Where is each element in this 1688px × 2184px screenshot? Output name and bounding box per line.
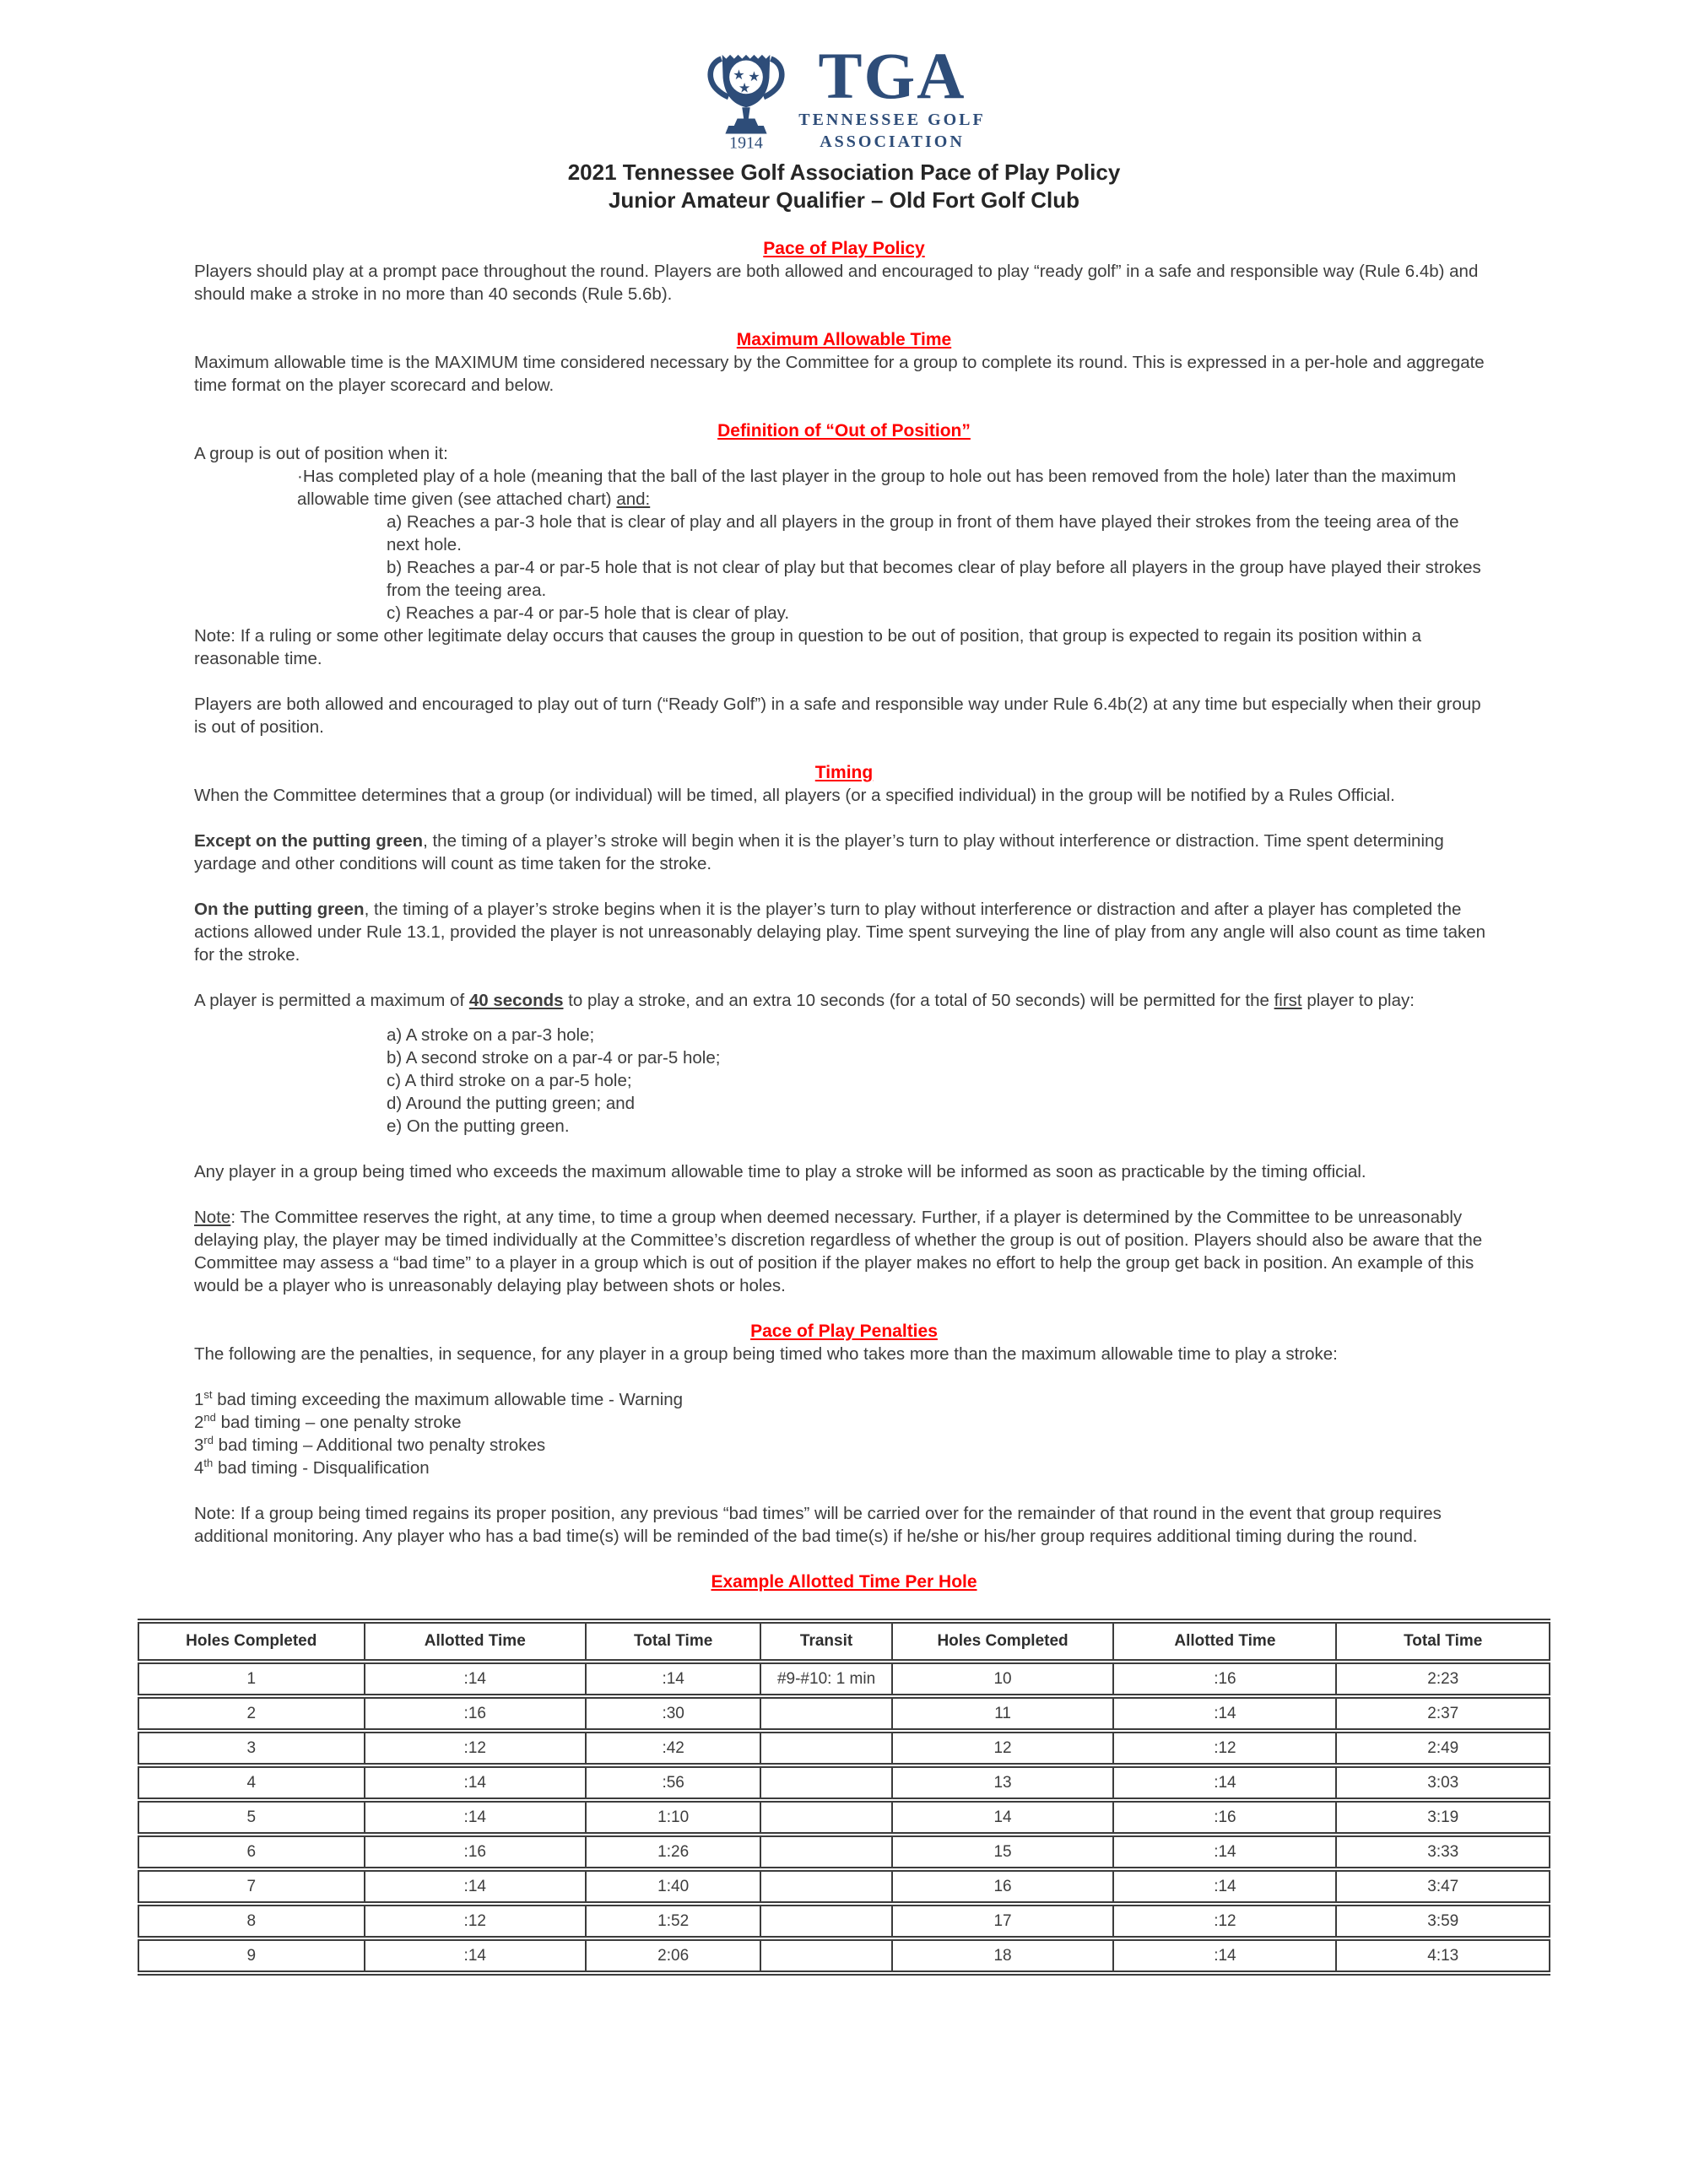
table-cell: 3:33 [1336,1835,1550,1869]
table-cell: 11 [892,1696,1114,1731]
section-heading: Definition of “Out of Position” [717,421,971,441]
table-header-cell: Transit [760,1621,891,1662]
svg-text:★: ★ [733,67,745,84]
table-header-cell: Total Time [586,1621,760,1662]
paragraph: a) Reaches a par-3 hole that is clear of play and all players in the group in front of them have played their strokes from the teeing area of the next hole. [387,512,1459,554]
paragraph: 2nd bad timing – one penalty stroke [194,1411,462,1432]
logo-org-line1: TENNESSEE GOLF [798,111,986,129]
allotted-time-table-section [138,1619,1550,1976]
section-heading: Pace of Play Policy [763,239,925,258]
table-cell [760,1731,891,1765]
table-cell: 15 [892,1835,1114,1869]
table-cell [760,1696,891,1731]
svg-text:★: ★ [748,68,760,85]
table-cell: 10 [892,1662,1114,1696]
paragraph: A group is out of position when it: [194,444,448,463]
table-cell: 7 [138,1869,365,1904]
table-cell: 2:23 [1336,1662,1550,1696]
paragraph: d) Around the putting green; and [387,1094,636,1113]
table-cell: :12 [1113,1731,1336,1765]
table-cell: :14 [1113,1765,1336,1800]
table-row [138,1662,1550,1696]
table-cell: 3:47 [1336,1869,1550,1904]
table-cell [760,1835,891,1869]
paragraph: The following are the penalties, in sequence, for any player in a group being timed who takes more than the maximum allowable time to play a stroke: [194,1344,1338,1364]
table-cell: :14 [1113,1869,1336,1904]
paragraph: ·Has completed play of a hole (meaning that the ball of the last player in the group to hole out has been removed from the hole) later than the maximum allowable time given (see attached chart) and: [297,467,1457,509]
document-body [0,237,1688,1593]
table-cell: :14 [365,1800,587,1835]
table-cell: 12 [892,1731,1114,1765]
table-row [138,1869,1550,1904]
table-cell: :16 [365,1696,587,1731]
table-cell: :14 [365,1938,587,1973]
paragraph: b) A second stroke on a par-4 or par-5 hole; [387,1048,721,1068]
logo-text [798,39,986,152]
section-heading: Pace of Play Penalties [750,1322,938,1341]
paragraph: A player is permitted a maximum of 40 seconds to play a stroke, and an extra 10 seconds (for a total of 50 seconds) will be permitted for the first player to play: [194,991,1415,1010]
table-cell: :14 [365,1869,587,1904]
table-row [138,1938,1550,1973]
table-cell: :14 [365,1765,587,1800]
paragraph: 1st bad timing exceeding the maximum allowable time - Warning [194,1388,684,1409]
table-header-row [138,1621,1550,1662]
table-cell: :14 [1113,1938,1336,1973]
table-cell: :14 [365,1662,587,1696]
table-cell: 13 [892,1765,1114,1800]
table-cell [760,1765,891,1800]
table-cell [760,1869,891,1904]
table-cell: 9 [138,1938,365,1973]
allotted-time-table [138,1619,1550,1976]
paragraph: 3rd bad timing – Additional two penalty strokes [194,1434,546,1455]
trophy-icon [702,42,790,152]
table-cell: 4 [138,1765,365,1800]
paragraph: Except on the putting green, the timing of a player’s stroke will begin when it is the player’s turn to play without interference or distraction. Time spent determining yardage and other conditions will count as time taken for the stroke. [194,831,1444,873]
table-header-cell: Holes Completed [892,1621,1114,1662]
table-cell: :12 [365,1904,587,1938]
paragraph: Players should play at a prompt pace throughout the round. Players are both allowed and encouraged to play “ready golf” in a safe and responsible way (Rule 6.4b) and should make a stroke in no more than 40 seconds (Rule 5.6b). [194,262,1479,304]
paragraph: On the putting green, the timing of a player’s stroke begins when it is the player’s turn to play without interference or distraction and after a player has completed the actions allowed under Rule 13.1, provided the player is not unreasonably delaying play. Time spent surveying the line of play from any angle will also count as time taken for the stroke. [194,900,1486,965]
page-title: 2021 Tennessee Golf Association Pace of Play Policy [567,159,1121,185]
table-cell: :42 [586,1731,760,1765]
paragraph: c) Reaches a par-4 or par-5 hole that is clear of play. [387,603,790,623]
table-cell: :56 [586,1765,760,1800]
paragraph: a) A stroke on a par-3 hole; [387,1025,595,1045]
table-cell: :14 [586,1662,760,1696]
paragraph: When the Committee determines that a group (or individual) will be timed, all players (or a specified individual) in the group will be notified by a Rules Official. [194,786,1395,805]
paragraph: Note: The Committee reserves the right, at any time, to time a group when deemed necessary. Further, if a player is determined by the Committee to be unreasonably delaying play, the player may be timed individually at the Committee’s discretion regardless of whether the group is out of position. Players should also be aware that the Committee may assess a “bad time” to a player in a group which is out of position if the player makes no effort to help the group get back in position. An example of this would be a player who is unreasonably delaying play between shots or holes. [194,1208,1483,1295]
table-cell: :30 [586,1696,760,1731]
section-heading: Timing [814,763,874,782]
table-cell [760,1904,891,1938]
section-heading: Example Allotted Time Per Hole [711,1572,977,1592]
table-cell: 5 [138,1800,365,1835]
table-cell: 3:19 [1336,1800,1550,1835]
table-header-cell: Total Time [1336,1621,1550,1662]
table-cell: :12 [365,1731,587,1765]
table-row [138,1904,1550,1938]
table-cell: 2 [138,1696,365,1731]
logo-year: 1914 [729,133,764,152]
table-cell: :16 [365,1835,587,1869]
table-cell: 18 [892,1938,1114,1973]
table-cell: #9-#10: 1 min [760,1662,891,1696]
paragraph: c) A third stroke on a par-5 hole; [387,1071,632,1090]
paragraph: Note: If a group being timed regains its proper position, any previous “bad times” will be carried over for the remainder of that round in the event that group requires additional monitoring. Any player who has a bad time(s) will be reminded of the bad time(s) if he/she or his/her group requires additional timing during the round. [194,1504,1442,1546]
table-cell: :16 [1113,1800,1336,1835]
tga-logo [0,39,1688,152]
table-row [138,1696,1550,1731]
paragraph: 4th bad timing - Disqualification [194,1457,430,1478]
table-cell: 6 [138,1835,365,1869]
paragraph: Any player in a group being timed who exceeds the maximum allowable time to play a stroke will be informed as soon as practicable by the timing official. [194,1162,1366,1181]
document-header [0,0,1688,214]
table-row [138,1765,1550,1800]
table-cell: 1:52 [586,1904,760,1938]
table-cell: 16 [892,1869,1114,1904]
paragraph: b) Reaches a par-4 or par-5 hole that is not clear of play but that becomes clear of play before all players in the group have played their strokes from the teeing area. [387,558,1481,600]
page-subtitle: Junior Amateur Qualifier – Old Fort Golf Club [608,187,1080,213]
paragraph: e) On the putting green. [387,1116,570,1136]
table-cell: 1 [138,1662,365,1696]
table-row [138,1731,1550,1765]
table-header-cell: Allotted Time [1113,1621,1336,1662]
table-row [138,1835,1550,1869]
table-cell: 3:03 [1336,1765,1550,1800]
svg-text:★: ★ [738,79,751,96]
paragraph: Players are both allowed and encouraged to play out of turn (“Ready Golf”) in a safe and responsible way under Rule 6.4b(2) at any time but especially when their group is out of position. [194,695,1481,737]
table-cell: 3:59 [1336,1904,1550,1938]
table-cell: 1:26 [586,1835,760,1869]
table-cell: 1:40 [586,1869,760,1904]
logo-acronym: TGA [818,39,966,112]
table-cell: :14 [1113,1835,1336,1869]
table-header-cell: Holes Completed [138,1621,365,1662]
table-cell: 8 [138,1904,365,1938]
table-row [138,1800,1550,1835]
table-cell: 2:49 [1336,1731,1550,1765]
paragraph: Maximum allowable time is the MAXIMUM time considered necessary by the Committee for a group to complete its round. This is expressed in a per-hole and aggregate time format on the player scorecard and below. [194,353,1485,395]
table-cell: :14 [1113,1696,1336,1731]
table-cell: 3 [138,1731,365,1765]
table-cell: :16 [1113,1662,1336,1696]
table-cell [760,1938,891,1973]
table-cell: 17 [892,1904,1114,1938]
logo-org-line2: ASSOCIATION [820,132,965,151]
table-cell: 2:37 [1336,1696,1550,1731]
table-cell: 4:13 [1336,1938,1550,1973]
table-cell: :12 [1113,1904,1336,1938]
paragraph: Note: If a ruling or some other legitimate delay occurs that causes the group in question to be out of position, that group is expected to regain its position within a reasonable time. [194,626,1422,668]
table-cell: 14 [892,1800,1114,1835]
table-cell: 1:10 [586,1800,760,1835]
table-header-cell: Allotted Time [365,1621,587,1662]
section-heading: Maximum Allowable Time [736,330,952,349]
table-cell: 2:06 [586,1938,760,1973]
table-cell [760,1800,891,1835]
